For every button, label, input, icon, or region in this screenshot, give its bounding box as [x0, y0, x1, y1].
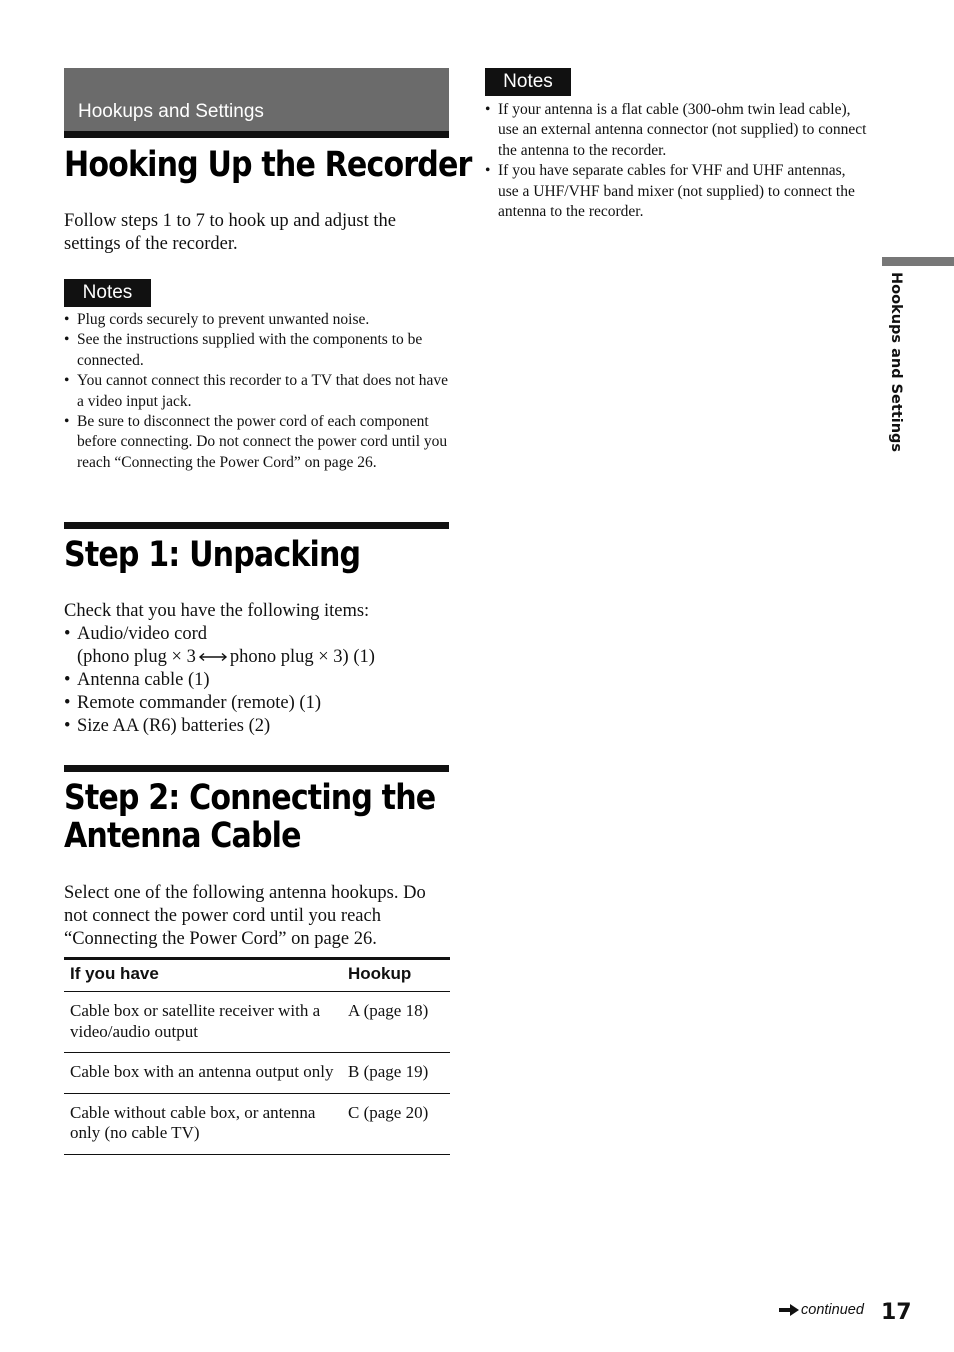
list-item	[64, 623, 449, 669]
notes-list-left	[64, 310, 449, 473]
step1-intro: Check that you have the following items:	[64, 601, 370, 621]
double-arrow-icon	[198, 646, 228, 669]
section-band	[64, 68, 449, 131]
table-header: Hookup	[342, 959, 450, 992]
note-item: • See the instructions supplied with the components to be connected.	[64, 330, 449, 371]
intro-text: Follow steps 1 to 7 to hook up and adjust the settings of the recorder.	[64, 211, 396, 254]
table-cell: Cable without cable box, or antenna only (no cable TV)	[64, 1093, 342, 1154]
note-item: • If your antenna is a flat cable (300-ohm twin lead cable), use an external antenna connector (not supplied) to connect the antenna to the recorder.	[485, 100, 870, 161]
table-row	[64, 1093, 450, 1154]
page-title: Hooking Up the Recorder	[64, 145, 472, 185]
step2-heading-line2: Antenna Cable	[64, 816, 301, 856]
notes-label-right: Notes	[485, 68, 571, 96]
step1-heading: Step 1: Unpacking	[64, 535, 361, 575]
note-item: • You cannot connect this recorder to a TV that does not have a video input jack.	[64, 371, 449, 412]
list-item: • Remote commander (remote) (1)	[64, 692, 449, 715]
step2-heading-wrap	[64, 779, 496, 855]
table-cell: A (page 18)	[342, 992, 450, 1053]
table-header: If you have	[64, 959, 342, 992]
step1-items	[64, 623, 449, 738]
section-band-title: Hookups and Settings	[78, 101, 264, 122]
table-cell: Cable box or satellite receiver with a video/audio output	[64, 992, 342, 1053]
step2-heading-line1: Step 2: Connecting the	[64, 778, 436, 818]
step1-rule	[64, 522, 449, 529]
note-item: • Plug cords securely to prevent unwanted noise.	[64, 310, 449, 330]
notes-label-left: Notes	[64, 279, 151, 307]
list-item: • Size AA (R6) batteries (2)	[64, 715, 449, 738]
side-tab-bar	[882, 257, 954, 266]
step2-rule	[64, 765, 449, 772]
note-item: • Be sure to disconnect the power cord of each component before connecting. Do not connect the power cord until you reach “Connecting the Power Cord” on page 26.	[64, 412, 449, 473]
continued-indicator	[779, 1302, 864, 1318]
hookup-table	[64, 957, 450, 1155]
item-text-sub: (phono plug × 3	[77, 647, 196, 667]
item-text-sub: phono plug × 3) (1)	[229, 647, 375, 667]
step2-intro: Select one of the following antenna hookups. Do not connect the power cord until you reach “Connecting the Power Cord” on page 26.	[64, 883, 426, 949]
step1-heading-wrap	[64, 536, 408, 574]
side-tab-label: Hookups and Settings	[888, 272, 904, 453]
table-cell: Cable box with an antenna output only	[64, 1053, 342, 1094]
table-row	[64, 992, 450, 1053]
main-heading-wrap	[64, 145, 538, 185]
page-number: 17	[881, 1300, 912, 1325]
continued-text: continued	[801, 1302, 864, 1318]
heading-rule	[64, 131, 449, 138]
table-row	[64, 1053, 450, 1094]
item-text: Audio/video cord	[77, 624, 207, 644]
table-header-row	[64, 959, 450, 992]
arrow-right-icon	[779, 1304, 799, 1316]
notes-list-right	[485, 100, 870, 222]
note-item: • If you have separate cables for VHF and UHF antennas, use a UHF/VHF band mixer (not supplied) to connect the antenna to the recorder.	[485, 161, 870, 222]
table-cell: B (page 19)	[342, 1053, 450, 1094]
table-cell: C (page 20)	[342, 1093, 450, 1154]
list-item: • Antenna cable (1)	[64, 669, 449, 692]
